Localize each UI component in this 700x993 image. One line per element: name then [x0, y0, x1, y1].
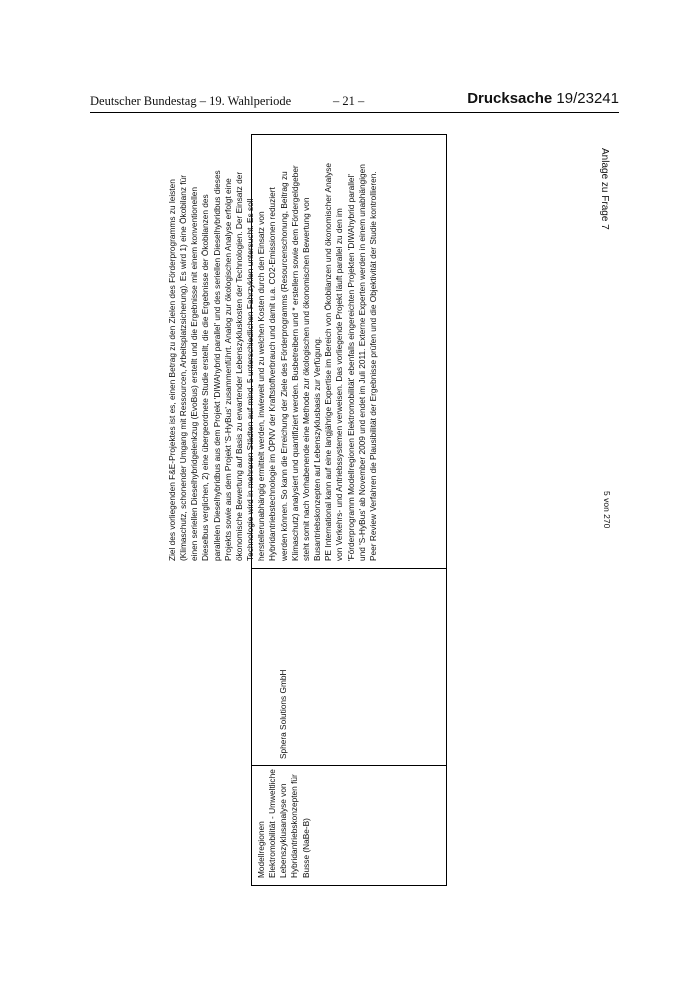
- project-table: [167, 134, 447, 886]
- description-line: Technologie wird in mehreren Städten auf mind. 5 unterschiedlichen Fahrzyklen untersucht. Es soll: [245, 198, 256, 561]
- contractor-name: Sphera Solutions GmbH: [278, 669, 288, 759]
- description-line: herstellerunabhängig ermittelt werden, inwieweit und zu welchen Kosten durch den Einsatz von: [256, 211, 267, 561]
- annex-label: Anlage zu Frage 7: [599, 148, 610, 230]
- description-line: und 'S-HyBus' ab November 2009 und endet im Juli 2011. Externe Experten werden in einem unabhängigen: [356, 164, 367, 561]
- description-line: Projekts sowie aus dem Projekt 'S-HyBus' zusammenführt. Analog zur ökologischen Analyse erfolgt eine: [222, 178, 233, 561]
- description-line: einen seriellen Dieselhybridgelenkzug (EvoBus) erstellt und die Ergebnisse mit einem konventionellen: [189, 186, 200, 561]
- description-line: Hybridantriebstechnologie im ÖPNV der Kraftstoffverbrauch und damit u.a. CO2-Emissionen reduziert: [267, 187, 278, 561]
- page-info: 5 von 270: [602, 491, 612, 529]
- description-line: parallelen Dieselhybridbus aus dem Projekt 'DIWAhybrid parallel' und des seriellen Dieselhybridbus dieses: [211, 170, 222, 561]
- project-title-line: Lebenszyklusanalyse von: [278, 783, 289, 878]
- description-line: Klimaschutz) analysiert und quantifiziert werden. Busbetreibern und * erstellern sowie dem Fördergeldgeber: [289, 165, 300, 561]
- description-line: PE International kann auf eine langjährige Expertise im Bereich von Ökobilanzen und ökonomischer Analyse: [323, 162, 334, 561]
- description-line: Ziel des vorliegenden F&E-Projektes ist es, einen Betrag zu den Zielen des Förderprogramms zu leisten: [167, 179, 177, 561]
- project-title-cell: [256, 769, 312, 878]
- description-line: (Klimaschutz, schonender Umgang mit Ressourcen, Arbeitsplatzsicherung). Es wird 1) eine Ökobilanz für: [178, 175, 189, 561]
- description-line: steht somit nach Vorhabenende eine Methode zur ökologischen und ökonomischen Bewertung von: [300, 197, 311, 561]
- drucksache-value: 19/23241: [556, 90, 619, 107]
- description-line: Busantriebskonzepten auf Lebenszyklusbasis zur Verfügung.: [312, 336, 323, 561]
- description-cell: [167, 163, 379, 561]
- drucksache-number: [467, 90, 619, 107]
- contractor-cell: [278, 670, 289, 759]
- drucksache-label: Drucksache: [467, 90, 553, 107]
- project-title-line: Hybridantriebskonzepten für: [289, 774, 300, 878]
- page-header: [90, 90, 619, 112]
- column-divider: [252, 568, 446, 569]
- description-line: werden können. So kann die Erreichung der Ziele des Förderprogramms (Resourcenschonung, Beitrag zu: [278, 171, 289, 561]
- description-line: von Verkehrs- und Antriebssystemen verweisen. Das vorliegende Projekt läuft parallel zu den im: [334, 208, 345, 561]
- description-line: Peer Review Verfahren die Plausibilität der Ergebnisse prüfen und die Objektivität der Studie kontrollieren.: [367, 171, 378, 561]
- page-number: – 21 –: [333, 94, 365, 108]
- project-title-line: Modellregionen: [256, 821, 266, 878]
- description-line: 'Förderprogramm Modellregionen Elektromobilität' ebenfalls eingereichten Projekten 'DIWAhybrid parallel': [345, 174, 356, 561]
- header-divider: [90, 112, 619, 113]
- project-title-line: Elektromobilität - Umweltliche: [267, 769, 278, 878]
- parliament-label: Deutscher Bundestag – 19. Wahlperiode: [90, 94, 292, 108]
- project-title-line: Busse (NaBe-B): [300, 818, 311, 878]
- description-line: Dieselbus verglichen, 2) eine übergeordnete Studie erstellt, die die Ergebnisse der Ökobilanzen des: [200, 194, 211, 561]
- description-line: ökonomische Bewertung auf Basis zu erwartender Lebenszykluskosten der Technologien. Der Einsatz der: [233, 171, 244, 561]
- column-divider: [252, 765, 446, 766]
